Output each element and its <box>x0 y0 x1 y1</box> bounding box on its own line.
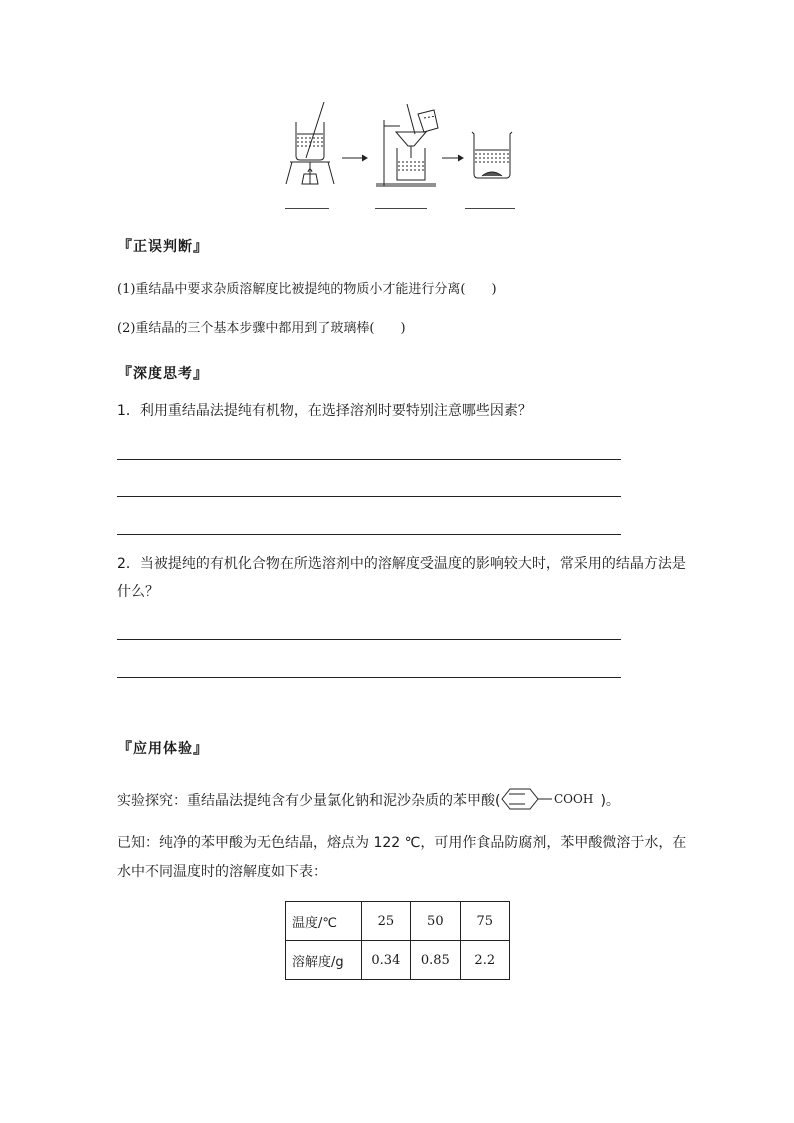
known-line-2: 水中不同温度时的溶解度如下表： <box>117 864 327 880</box>
table-row <box>286 902 510 941</box>
answer-line-4[interactable] <box>117 639 621 640</box>
section-zhengwu-heading: 『正误判断』 <box>117 237 210 255</box>
diagram-blank-1[interactable] <box>285 208 329 209</box>
diagram-blank-2[interactable] <box>375 208 427 209</box>
section-shendu-heading: 『深度思考』 <box>117 364 210 382</box>
answer-line-3[interactable] <box>117 534 621 535</box>
known-line-1: 已知：纯净的苯甲酸为无色结晶，熔点为 122 ℃，可用作食品防腐剂，苯甲酸微溶于水，在 <box>117 835 687 851</box>
answer-line-2[interactable] <box>117 496 621 497</box>
temperature-cell: 25 <box>361 902 410 941</box>
section-yingyong-title: 应用体验 <box>133 741 194 757</box>
judge-item-1: (1)重结晶中要求杂质溶解度比被提纯的物质小才能进行分离( ) <box>117 282 497 297</box>
experiment-intro-text: 实验探究：重结晶法提纯含有少量氯化钠和泥沙杂质的苯甲酸( <box>117 793 501 809</box>
temperature-cell: 75 <box>460 902 509 941</box>
experiment-intro <box>117 786 620 816</box>
section-zhengwu-title: 正误判断 <box>133 239 194 255</box>
section-shendu-title: 深度思考 <box>133 366 194 382</box>
question-2-line-1: 2．当被提纯的有机化合物在所选溶剂中的溶解度受温度的影响较大时，常采用的结晶方法是 <box>117 556 686 572</box>
answer-line-5[interactable] <box>117 677 621 678</box>
heating-apparatus <box>286 102 334 184</box>
benzoic-acid-structure <box>500 786 600 812</box>
recrystallization-diagram <box>278 100 528 215</box>
filtration-apparatus <box>376 104 438 186</box>
solubility-cell: 0.85 <box>411 941 460 980</box>
question-2-line-2: 什么？ <box>117 584 159 600</box>
solubility-label: 溶解度/g <box>286 941 362 980</box>
section-yingyong-heading: 『应用体验』 <box>117 739 210 757</box>
solubility-cell: 0.34 <box>361 941 410 980</box>
question-1: 1．利用重结晶法提纯有机物，在选择溶剂时要特别注意哪些因素？ <box>117 403 532 419</box>
crystallization-beaker <box>472 132 512 178</box>
table-row <box>286 941 510 980</box>
judge-item-2: (2)重结晶的三个基本步骤中都用到了玻璃棒( ) <box>117 321 406 336</box>
temperature-label: 温度/℃ <box>286 902 362 941</box>
cooh-label: COOH <box>554 792 594 806</box>
solubility-table <box>285 901 510 980</box>
temperature-cell: 50 <box>411 902 460 941</box>
answer-line-1[interactable] <box>117 459 621 460</box>
experiment-intro-end: )。 <box>600 793 620 809</box>
diagram-blank-3[interactable] <box>465 208 515 209</box>
solubility-cell: 2.2 <box>460 941 509 980</box>
